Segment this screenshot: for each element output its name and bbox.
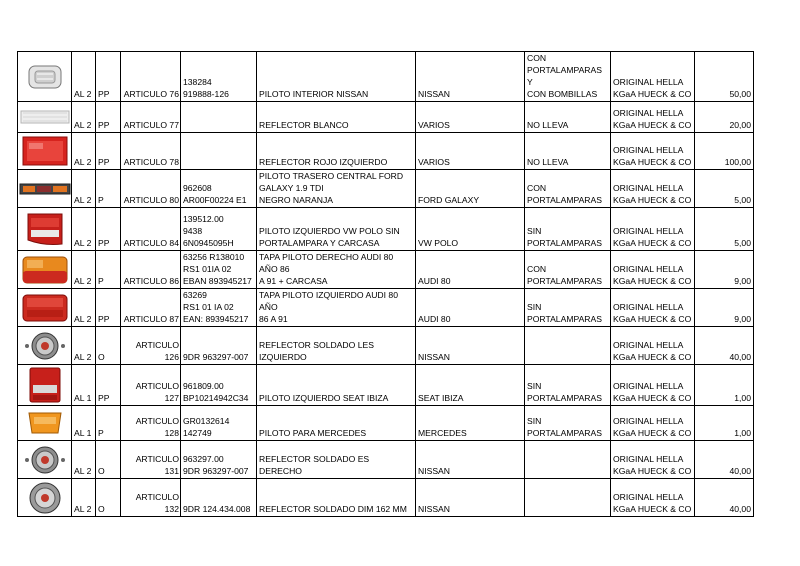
quantity-cell: 1,00 bbox=[695, 406, 754, 441]
reference-cell: 961809.00 BP10214942C34 bbox=[181, 365, 257, 406]
product-photo bbox=[18, 441, 72, 479]
table-row bbox=[18, 251, 754, 289]
article-cell: ARTICULO 78 bbox=[121, 133, 181, 170]
product-photo bbox=[18, 133, 72, 170]
description-cell: PILOTO PARA MERCEDES bbox=[257, 406, 416, 441]
quantity-cell: 50,00 bbox=[695, 52, 754, 102]
vehicle-cell: SEAT IBIZA bbox=[416, 365, 525, 406]
reference-cell: 962608 AR00F00224 E1 bbox=[181, 170, 257, 208]
lamp-holder-cell: NO LLEVA bbox=[525, 133, 611, 170]
manufacturer-cell: ORIGINAL HELLA KGaA HUECK & CO bbox=[611, 52, 695, 102]
vehicle-cell: AUDI 80 bbox=[416, 289, 525, 327]
quantity-cell: 9,00 bbox=[695, 251, 754, 289]
manufacturer-cell: ORIGINAL HELLA KGaA HUECK & CO bbox=[611, 133, 695, 170]
lamp-holder-cell bbox=[525, 479, 611, 517]
product-photo bbox=[18, 406, 72, 441]
reference-cell: 63256 R138010 RS1 01IA 02 EBAN 893945217 bbox=[181, 251, 257, 289]
category-cell: PP bbox=[96, 365, 121, 406]
inventory-table bbox=[17, 51, 754, 517]
table-row bbox=[18, 170, 754, 208]
article-cell: ARTICULO 128 bbox=[121, 406, 181, 441]
reference-cell bbox=[181, 133, 257, 170]
article-cell: ARTICULO 84 bbox=[121, 208, 181, 251]
quantity-cell: 40,00 bbox=[695, 479, 754, 517]
product-photo bbox=[18, 479, 72, 517]
description-cell: PILOTO TRASERO CENTRAL FORD GALAXY 1.9 TDI NEGRO NARANJA bbox=[257, 170, 416, 208]
description-cell: REFLECTOR ROJO IZQUIERDO bbox=[257, 133, 416, 170]
reference-cell: 138284 919888-126 bbox=[181, 52, 257, 102]
article-cell: ARTICULO 86 bbox=[121, 251, 181, 289]
reference-cell: GR0132614 142749 bbox=[181, 406, 257, 441]
manufacturer-cell: ORIGINAL HELLA KGaA HUECK & CO bbox=[611, 170, 695, 208]
lamp-holder-cell: SIN PORTALAMPARAS bbox=[525, 365, 611, 406]
vehicle-cell: NISSAN bbox=[416, 327, 525, 365]
manufacturer-cell: ORIGINAL HELLA KGaA HUECK & CO bbox=[611, 251, 695, 289]
description-cell: PILOTO IZQUIERDO SEAT IBIZA bbox=[257, 365, 416, 406]
quantity-cell: 5,00 bbox=[695, 170, 754, 208]
lamp-holder-cell bbox=[525, 441, 611, 479]
manufacturer-cell: ORIGINAL HELLA KGaA HUECK & CO bbox=[611, 365, 695, 406]
category-cell: P bbox=[96, 406, 121, 441]
reference-cell: 63269 RS1 01 IA 02 EAN: 893945217 bbox=[181, 289, 257, 327]
table-row bbox=[18, 441, 754, 479]
vehicle-cell: VARIOS bbox=[416, 133, 525, 170]
description-cell: TAPA PILOTO IZQUIERDO AUDI 80 AÑO 86 A 91 bbox=[257, 289, 416, 327]
vehicle-cell: NISSAN bbox=[416, 479, 525, 517]
product-photo bbox=[18, 365, 72, 406]
manufacturer-cell: ORIGINAL HELLA KGaA HUECK & CO bbox=[611, 327, 695, 365]
reference-cell: 139512.00 9438 6N0945095H bbox=[181, 208, 257, 251]
category-cell: PP bbox=[96, 208, 121, 251]
product-photo bbox=[18, 208, 72, 251]
quantity-cell: 1,00 bbox=[695, 365, 754, 406]
lamp-holder-cell: CON PORTALAMPARAS Y CON BOMBILLAS bbox=[525, 52, 611, 102]
warehouse-cell: AL 2 bbox=[72, 133, 96, 170]
vehicle-cell: MERCEDES bbox=[416, 406, 525, 441]
vehicle-cell: VW POLO bbox=[416, 208, 525, 251]
manufacturer-cell: ORIGINAL HELLA KGaA HUECK & CO bbox=[611, 289, 695, 327]
warehouse-cell: AL 2 bbox=[72, 251, 96, 289]
warehouse-cell: AL 2 bbox=[72, 441, 96, 479]
quantity-cell: 40,00 bbox=[695, 327, 754, 365]
lamp-holder-cell: SIN PORTALAMPARAS bbox=[525, 208, 611, 251]
description-cell: REFLECTOR SOLDADO LES IZQUIERDO bbox=[257, 327, 416, 365]
description-cell: REFLECTOR SOLDADO ES DERECHO bbox=[257, 441, 416, 479]
vehicle-cell: FORD GALAXY bbox=[416, 170, 525, 208]
description-cell: REFLECTOR SOLDADO DIM 162 MM bbox=[257, 479, 416, 517]
vehicle-cell: NISSAN bbox=[416, 441, 525, 479]
table-row bbox=[18, 208, 754, 251]
product-photo bbox=[18, 102, 72, 133]
manufacturer-cell: ORIGINAL HELLA KGaA HUECK & CO bbox=[611, 208, 695, 251]
lamp-holder-cell: CON PORTALAMPARAS bbox=[525, 170, 611, 208]
product-photo bbox=[18, 52, 72, 102]
table-row bbox=[18, 133, 754, 170]
category-cell: P bbox=[96, 170, 121, 208]
manufacturer-cell: ORIGINAL HELLA KGaA HUECK & CO bbox=[611, 102, 695, 133]
vehicle-cell: VARIOS bbox=[416, 102, 525, 133]
table-row bbox=[18, 365, 754, 406]
category-cell: O bbox=[96, 479, 121, 517]
lamp-holder-cell: SIN PORTALAMPARAS bbox=[525, 406, 611, 441]
category-cell: PP bbox=[96, 289, 121, 327]
category-cell: O bbox=[96, 327, 121, 365]
category-cell: O bbox=[96, 441, 121, 479]
article-cell: ARTICULO 132 bbox=[121, 479, 181, 517]
product-photo bbox=[18, 251, 72, 289]
vehicle-cell: NISSAN bbox=[416, 52, 525, 102]
quantity-cell: 100,00 bbox=[695, 133, 754, 170]
description-cell: REFLECTOR BLANCO bbox=[257, 102, 416, 133]
table-row bbox=[18, 406, 754, 441]
article-cell: ARTICULO 131 bbox=[121, 441, 181, 479]
manufacturer-cell: ORIGINAL HELLA KGaA HUECK & CO bbox=[611, 441, 695, 479]
table-row bbox=[18, 52, 754, 102]
lamp-holder-cell: SIN PORTALAMPARAS bbox=[525, 289, 611, 327]
table-row bbox=[18, 289, 754, 327]
category-cell: PP bbox=[96, 52, 121, 102]
quantity-cell: 5,00 bbox=[695, 208, 754, 251]
category-cell: PP bbox=[96, 102, 121, 133]
description-cell: PILOTO IZQUIERDO VW POLO SIN PORTALAMPARA Y CARCASA bbox=[257, 208, 416, 251]
reference-cell: 9DR 963297-007 bbox=[181, 327, 257, 365]
lamp-holder-cell: NO LLEVA bbox=[525, 102, 611, 133]
article-cell: ARTICULO 77 bbox=[121, 102, 181, 133]
warehouse-cell: AL 2 bbox=[72, 289, 96, 327]
table-row bbox=[18, 479, 754, 517]
product-photo bbox=[18, 289, 72, 327]
article-cell: ARTICULO 126 bbox=[121, 327, 181, 365]
warehouse-cell: AL 1 bbox=[72, 365, 96, 406]
lamp-holder-cell bbox=[525, 327, 611, 365]
table-row bbox=[18, 102, 754, 133]
description-cell: TAPA PILOTO DERECHO AUDI 80 AÑO 86 A 91 + CARCASA bbox=[257, 251, 416, 289]
lamp-holder-cell: CON PORTALAMPARAS bbox=[525, 251, 611, 289]
description-cell: PILOTO INTERIOR NISSAN bbox=[257, 52, 416, 102]
reference-cell bbox=[181, 102, 257, 133]
article-cell: ARTICULO 127 bbox=[121, 365, 181, 406]
manufacturer-cell: ORIGINAL HELLA KGaA HUECK & CO bbox=[611, 479, 695, 517]
article-cell: ARTICULO 87 bbox=[121, 289, 181, 327]
warehouse-cell: AL 2 bbox=[72, 208, 96, 251]
table-row bbox=[18, 327, 754, 365]
product-photo bbox=[18, 170, 72, 208]
article-cell: ARTICULO 76 bbox=[121, 52, 181, 102]
warehouse-cell: AL 1 bbox=[72, 406, 96, 441]
product-photo bbox=[18, 327, 72, 365]
warehouse-cell: AL 2 bbox=[72, 479, 96, 517]
warehouse-cell: AL 2 bbox=[72, 327, 96, 365]
warehouse-cell: AL 2 bbox=[72, 102, 96, 133]
quantity-cell: 20,00 bbox=[695, 102, 754, 133]
reference-cell: 963297.00 9DR 963297-007 bbox=[181, 441, 257, 479]
warehouse-cell: AL 2 bbox=[72, 52, 96, 102]
article-cell: ARTICULO 80 bbox=[121, 170, 181, 208]
quantity-cell: 9,00 bbox=[695, 289, 754, 327]
vehicle-cell: AUDI 80 bbox=[416, 251, 525, 289]
manufacturer-cell: ORIGINAL HELLA KGaA HUECK & CO bbox=[611, 406, 695, 441]
category-cell: P bbox=[96, 251, 121, 289]
quantity-cell: 40,00 bbox=[695, 441, 754, 479]
warehouse-cell: AL 2 bbox=[72, 170, 96, 208]
reference-cell: 9DR 124.434.008 bbox=[181, 479, 257, 517]
category-cell: PP bbox=[96, 133, 121, 170]
